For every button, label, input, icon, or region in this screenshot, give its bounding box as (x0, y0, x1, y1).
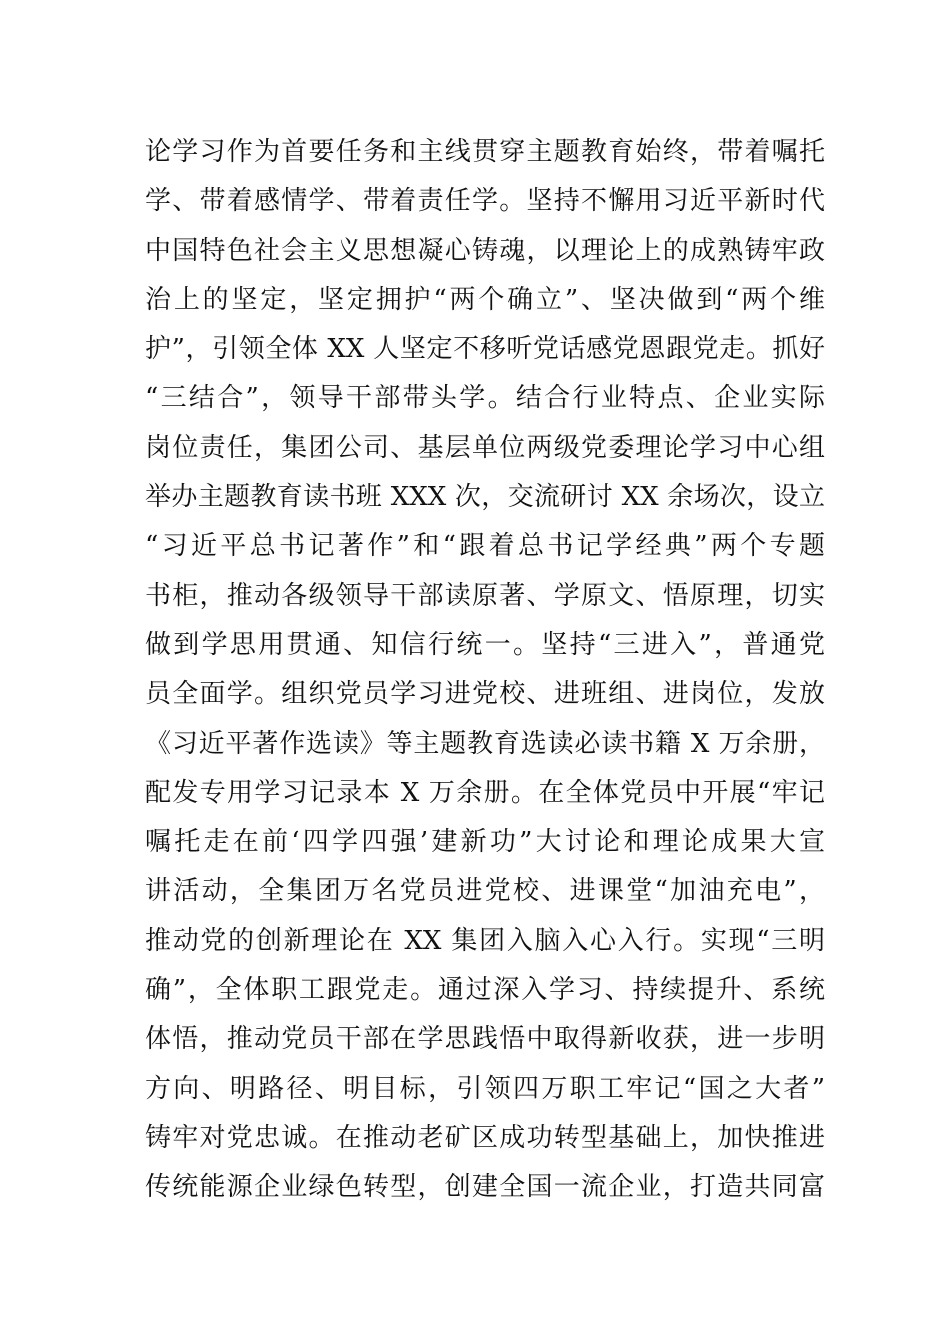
text-line: 书柜，推动各级领导干部读原著、学原文、悟原理，切实 (145, 580, 825, 611)
text-line: 体悟，推动党员干部在学思践悟中取得新收获，进一步明 (145, 1024, 825, 1055)
text-line: 员全面学。组织党员学习进党校、进班组、进岗位，发放 (145, 679, 825, 710)
text-line: 做到学思用贯通、知信行统一。坚持“三进入”，普通党 (145, 629, 825, 660)
text-line: 《习近平著作选读》等主题教育选读必读书籍 X 万余册， (145, 728, 825, 759)
text-line: 配发专用学习记录本 X 万余册。在全体党员中开展“牢记 (145, 777, 825, 808)
text-line: 传统能源企业绿色转型，创建全国一流企业，打造共同富 (145, 1172, 825, 1203)
text-line: 讲活动，全集团万名党员进党校、进课堂“加油充电”， (145, 876, 825, 907)
text-line: 论学习作为首要任务和主线贯穿主题教育始终，带着嘱托 (145, 137, 825, 167)
text-line: 嘱托走在前‘四学四强’建新功”大讨论和理论成果大宣 (145, 827, 825, 858)
text-line: “习近平总书记著作”和“跟着总书记学经典”两个专题 (145, 531, 825, 562)
text-line: 中国特色社会主义思想凝心铸魂，以理论上的成熟铸牢政 (145, 235, 825, 266)
text-line: 推动党的创新理论在 XX 集团入脑入心入行。实现“三明 (145, 925, 825, 956)
text-line: 岗位责任，集团公司、基层单位两级党委理论学习中心组 (145, 432, 825, 463)
text-line: 治上的坚定，坚定拥护“两个确立”、坚决做到“两个维 (145, 284, 825, 315)
text-line: 举办主题教育读书班 XXX 次，交流研讨 XX 余场次，设立 (145, 482, 825, 513)
text-line: 方向、明路径、明目标，引领四万职工牢记“国之大者” (145, 1073, 825, 1104)
text-line: 护”，引领全体 XX 人坚定不移听党话感党恩跟党走。抓好 (145, 334, 825, 365)
text-line: “三结合”，领导干部带头学。结合行业特点、企业实际 (145, 383, 825, 414)
text-line: 铸牢对党忠诚。在推动老矿区成功转型基础上，加快推进 (145, 1122, 825, 1153)
text-line: 学、带着感情学、带着责任学。坚持不懈用习近平新时代 (145, 186, 825, 217)
body-paragraph (145, 128, 825, 1213)
text-line: 确”，全体职工跟党走。通过深入学习、持续提升、系统 (145, 975, 825, 1006)
